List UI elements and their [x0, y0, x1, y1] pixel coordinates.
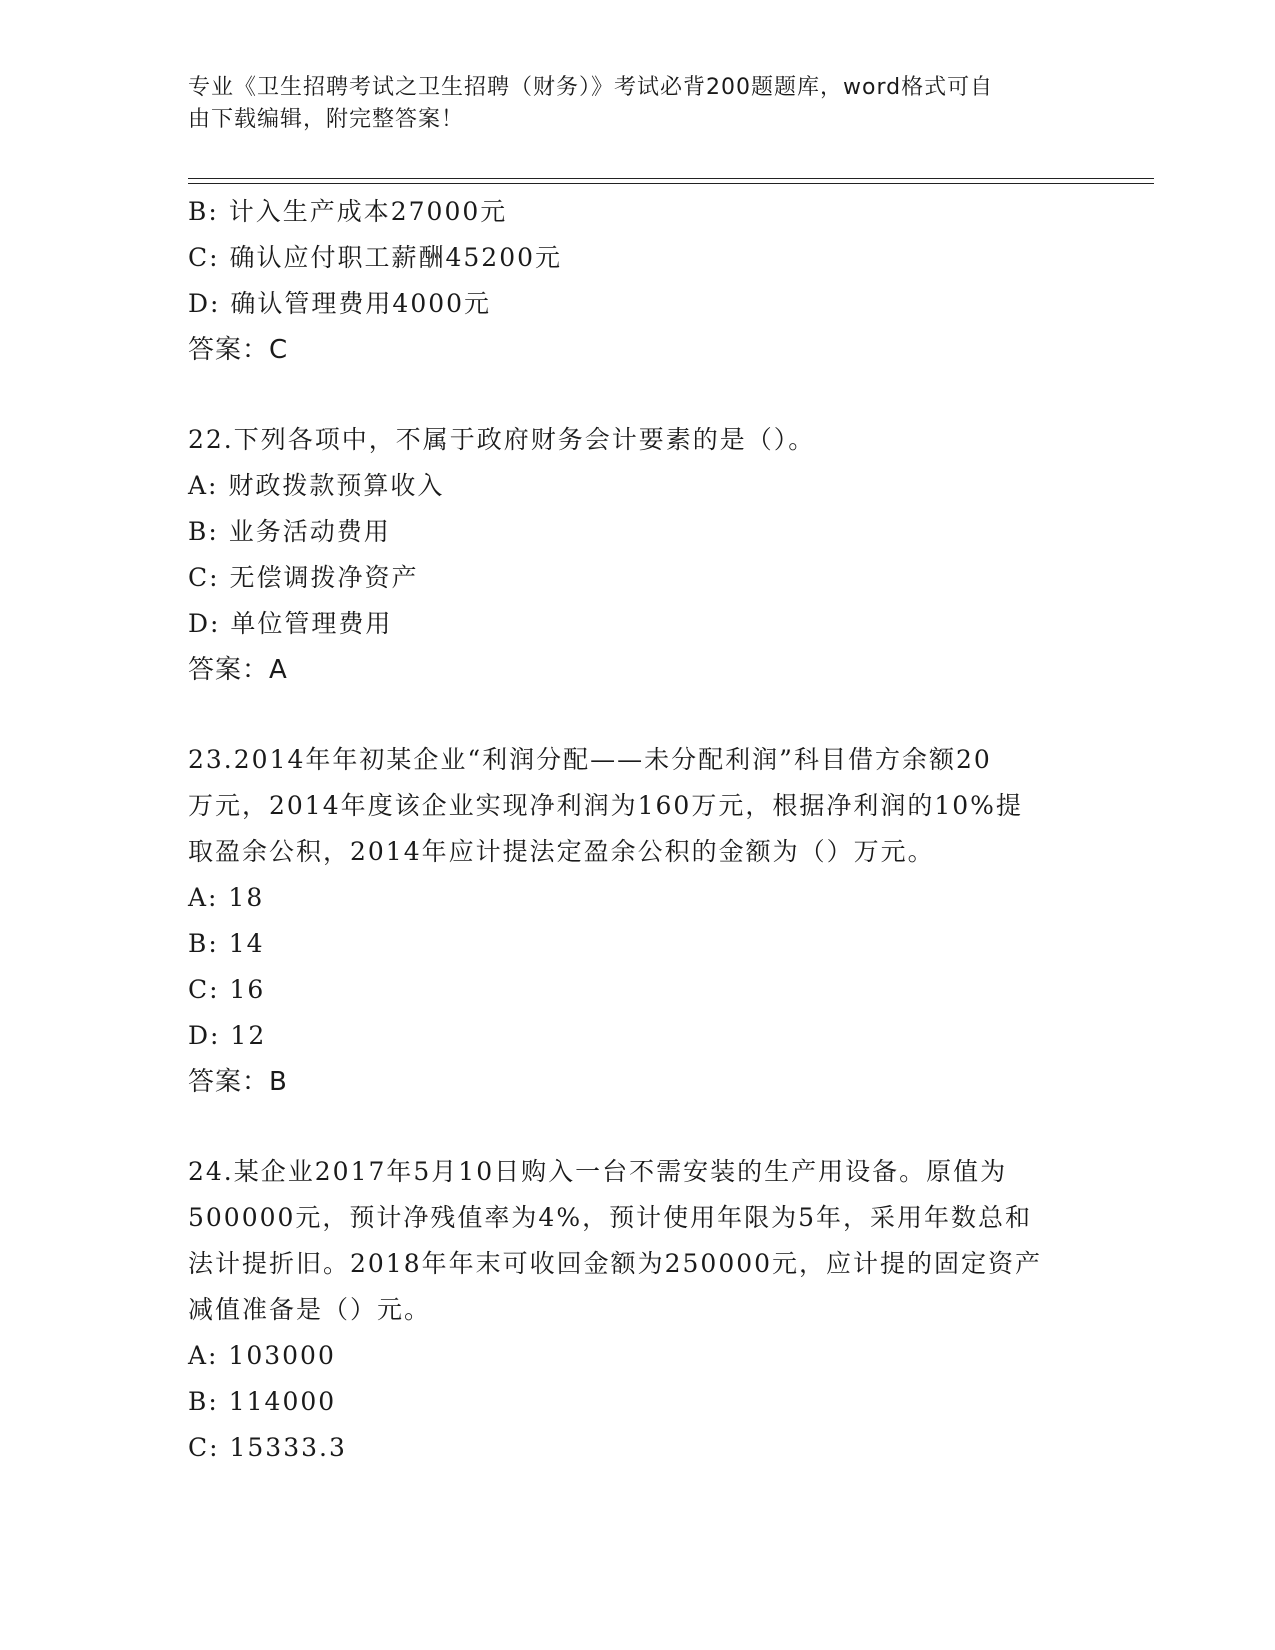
- question-stem-line-1: 23.2014年年初某企业“利润分配——未分配利润”科目借方余额20: [188, 745, 992, 774]
- option-b: B: 计入生产成本27000元: [188, 197, 508, 226]
- option-a: A: 103000: [188, 1341, 336, 1370]
- answer: 答案：B: [188, 1067, 288, 1097]
- option-b: B: 14: [188, 929, 265, 958]
- option-c: C: 确认应付职工薪酬45200元: [188, 243, 563, 272]
- question-stem-line-2: 500000元，预计净残值率为4%，预计使用年限为5年，采用年数总和: [188, 1203, 1033, 1232]
- option-d: D: 确认管理费用4000元: [188, 289, 492, 318]
- answer: 答案：C: [188, 335, 289, 365]
- header-divider-bottom: [188, 183, 1154, 184]
- question-21: [188, 189, 1088, 373]
- question-22: [188, 417, 1088, 693]
- question-stem-line-3: 取盈余公积，2014年应计提法定盈余公积的金额为（）万元。: [188, 837, 935, 866]
- header-line-1: 专业《卫生招聘考试之卫生招聘（财务）》考试必背200题题库，word格式可自: [188, 75, 994, 100]
- question-stem-line-2: 万元，2014年度该企业实现净利润为160万元，根据净利润的10%提: [188, 791, 1023, 820]
- option-a: A: 18: [188, 883, 265, 912]
- question-stem-line-1: 24.某企业2017年5月10日购入一台不需安装的生产用设备。原值为: [188, 1157, 1008, 1186]
- question-stem: 22.下列各项中，不属于政府财务会计要素的是（）。: [188, 425, 816, 454]
- option-c: C: 无偿调拨净资产: [188, 563, 419, 592]
- question-24: [188, 1149, 1088, 1471]
- header-divider-top: [188, 178, 1154, 179]
- answer: 答案：A: [188, 655, 288, 685]
- header-line-2: 由下载编辑，附完整答案！: [188, 107, 465, 132]
- option-d: D: 12: [188, 1021, 267, 1050]
- question-stem-line-3: 法计提折旧。2018年年末可收回金额为250000元，应计提的固定资产: [188, 1249, 1043, 1278]
- question-list: [188, 189, 1088, 1471]
- spacer: [188, 693, 1088, 737]
- option-c: C: 15333.3: [188, 1433, 347, 1462]
- spacer: [188, 1105, 1088, 1149]
- option-d: D: 单位管理费用: [188, 609, 393, 638]
- question-23: [188, 737, 1088, 1105]
- option-a: A: 财政拨款预算收入: [188, 471, 445, 500]
- option-b: B: 业务活动费用: [188, 517, 391, 546]
- option-c: C: 16: [188, 975, 266, 1004]
- spacer: [188, 373, 1088, 417]
- document-header: [188, 72, 1068, 136]
- option-b: B: 114000: [188, 1387, 337, 1416]
- question-stem-line-4: 减值准备是（）元。: [188, 1295, 432, 1324]
